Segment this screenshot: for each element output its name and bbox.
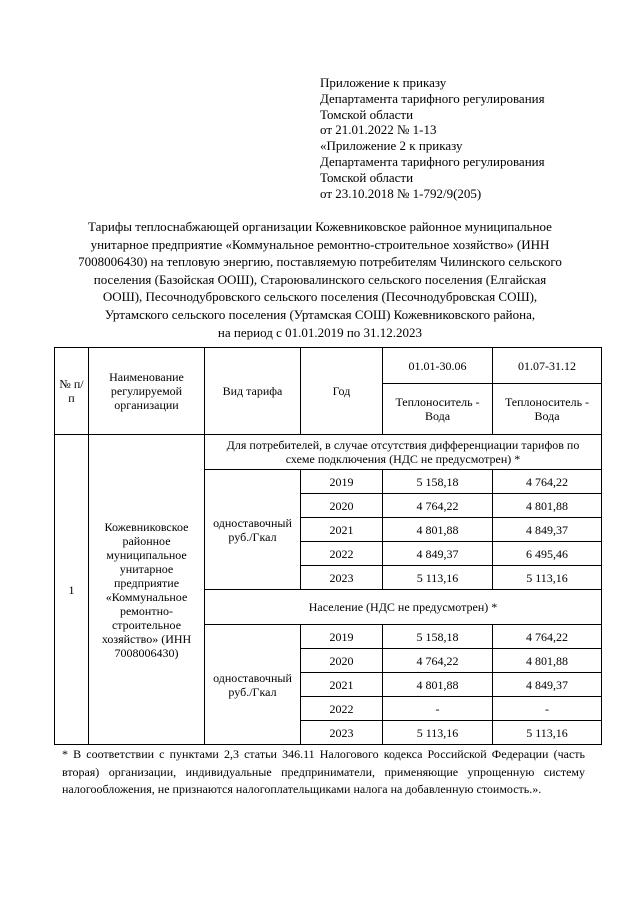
group-title: Население (НДС не предусмотрен) * bbox=[205, 590, 602, 625]
tariff-h1-cell: 5 113,16 bbox=[383, 721, 493, 745]
header-carrier-2: Теплоноситель - Вода bbox=[493, 384, 602, 435]
header-num: № п/п bbox=[55, 348, 89, 435]
group-title: Для потребителей, в случае отсутствия дифференциации тарифов по схеме подключения (НДС не предусмотрен) * bbox=[205, 435, 602, 470]
document-title bbox=[60, 218, 580, 341]
order-appendix-header bbox=[320, 75, 620, 201]
title-line: 7008006430) на тепловую энергию, поставляемую потребителям Чилинского сельского bbox=[78, 254, 562, 270]
tariff-h1-cell: - bbox=[383, 697, 493, 721]
tariff-h1-cell: 4 849,37 bbox=[383, 542, 493, 566]
header-line: Томской области bbox=[320, 169, 414, 185]
tariff-h2-cell: 4 849,37 bbox=[493, 518, 602, 542]
header-carrier-1: Теплоноситель - Вода bbox=[383, 384, 493, 435]
row-number: 1 bbox=[55, 435, 89, 745]
year-cell: 2021 bbox=[301, 518, 383, 542]
title-line: поселения (Базойская ООШ), Староювалинского сельского поселения (Елгайская bbox=[93, 271, 547, 287]
tariff-h2-cell: 4 801,88 bbox=[493, 494, 602, 518]
tariff-h2-cell: 4 849,37 bbox=[493, 673, 602, 697]
tariff-h2-cell: 6 495,46 bbox=[493, 542, 602, 566]
tariff-type: одноставочный руб./Гкал bbox=[205, 470, 301, 590]
year-cell: 2019 bbox=[301, 470, 383, 494]
year-cell: 2022 bbox=[301, 697, 383, 721]
year-cell: 2021 bbox=[301, 673, 383, 697]
footnote: * В соответствии с пунктами 2,3 статьи 346.11 Налогового кодекса Российской Федерации (часть вторая) организации, индивидуальные предприниматели, применяющие упрощенную систему налогообложения, не признаются налогоплательщиками налога на добавленную стоимость.». bbox=[62, 747, 585, 797]
tariff-h1-cell: 4 801,88 bbox=[383, 518, 493, 542]
header-year: Год bbox=[301, 348, 383, 435]
title-line: Уртамского сельского поселения (Уртамская СОШ) Кожевниковского района, bbox=[104, 306, 536, 322]
year-cell: 2020 bbox=[301, 494, 383, 518]
tariff-h2-cell: 4 764,22 bbox=[493, 470, 602, 494]
tariff-h1-cell: 5 158,18 bbox=[383, 470, 493, 494]
tariff-h1-cell: 5 158,18 bbox=[383, 625, 493, 649]
title-line: ООШ), Песочнодубровского сельского поселения (Песочнодубровская СОШ), bbox=[102, 289, 538, 305]
title-line: на период с 01.01.2019 по 31.12.2023 bbox=[217, 324, 423, 340]
title-line: Тарифы теплоснабжающей организации Кожевниковское районное муниципальное bbox=[88, 219, 552, 234]
header-line: Томской области bbox=[320, 106, 414, 122]
tariff-h1-cell: 4 764,22 bbox=[383, 494, 493, 518]
year-cell: 2019 bbox=[301, 625, 383, 649]
tariff-h1-cell: 5 113,16 bbox=[383, 566, 493, 590]
header-period-1: 01.01-30.06 bbox=[383, 348, 493, 384]
tariff-h2-cell: 4 764,22 bbox=[493, 625, 602, 649]
year-cell: 2023 bbox=[301, 721, 383, 745]
tariff-h1-cell: 4 764,22 bbox=[383, 649, 493, 673]
header-line: Приложение к приказу bbox=[320, 75, 447, 90]
year-cell: 2022 bbox=[301, 542, 383, 566]
header-line: «Приложение 2 к приказу bbox=[320, 138, 463, 154]
tariff-type: одноставочный руб./Гкал bbox=[205, 625, 301, 745]
header-line: от 21.01.2022 № 1-13 bbox=[320, 122, 437, 138]
tariff-h2-cell: - bbox=[493, 697, 602, 721]
year-cell: 2020 bbox=[301, 649, 383, 673]
header-tariff-type: Вид тарифа bbox=[205, 348, 301, 435]
header-line: Департамента тарифного регулирования bbox=[320, 90, 545, 106]
tariff-h1-cell: 4 801,88 bbox=[383, 673, 493, 697]
header-line: от 23.10.2018 № 1-792/9(205) bbox=[320, 185, 482, 201]
header-org: Наименование регулируемой организации bbox=[89, 348, 205, 435]
tariff-h2-cell: 4 801,88 bbox=[493, 649, 602, 673]
tariff-h2-cell: 5 113,16 bbox=[493, 566, 602, 590]
header-period-2: 01.07-31.12 bbox=[493, 348, 602, 384]
header-line: Департамента тарифного регулирования bbox=[320, 153, 545, 169]
title-line: унитарное предприятие «Коммунальное ремонтно-строительное хозяйство» (ИНН bbox=[90, 236, 550, 252]
organization-name: Кожевниковское районное муниципальное унитарное предприятие «Коммунальное ремонтно-строительное хозяйство» (ИНН 7008006430) bbox=[89, 435, 205, 745]
tariff-h2-cell: 5 113,16 bbox=[493, 721, 602, 745]
tariff-table bbox=[54, 347, 602, 745]
year-cell: 2023 bbox=[301, 566, 383, 590]
